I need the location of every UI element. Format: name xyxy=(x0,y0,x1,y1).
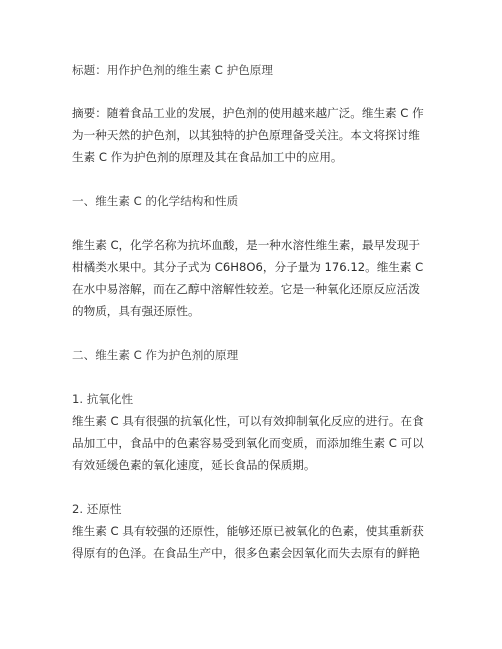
document-title: 标题：用作护色剂的维生素 C 护色原理 xyxy=(72,63,273,77)
paragraph-line: 维生素 C 具有较强的还原性，能够还原已被氧化的色素，使其重新获 xyxy=(72,524,424,538)
abstract-line: 为一种天然的护色剂，以其独特的护色原理备受关注。本文将探讨维 xyxy=(72,128,420,142)
paragraph-line: 有效延缓色素的氧化速度，延长食品的保质期。 xyxy=(72,458,316,472)
section-heading: 二、维生素 C 作为护色剂的原理 xyxy=(72,348,239,362)
paragraph-line: 的物质，具有强还原性。 xyxy=(72,304,200,318)
paragraph-line: 柑橘类水果中。其分子式为 C6H8O6，分子量为 176.12。维生素 C xyxy=(72,260,424,274)
paragraph-line: 维生素 C 具有很强的抗氧化性，可以有效抑制氧化反应的进行。在食 xyxy=(72,414,424,428)
section-heading: 一、维生素 C 的化学结构和性质 xyxy=(72,194,239,208)
abstract-line: 生素 C 作为护色剂的原理及其在食品加工中的应用。 xyxy=(72,150,343,164)
subsection-heading: 2. 还原性 xyxy=(72,502,122,516)
paragraph-line: 得原有的色泽。在食品生产中，很多色素会因氧化而失去原有的鲜艳 xyxy=(72,546,420,560)
abstract-line: 摘要：随着食品工业的发展，护色剂的使用越来越广泛。维生素 C 作 xyxy=(72,106,424,120)
paragraph-line: 在水中易溶解，而在乙醇中溶解性较差。它是一种氧化还原反应活泼 xyxy=(72,282,420,296)
paragraph-line: 品加工中，食品中的色素容易受到氧化而变质，而添加维生素 C 可以 xyxy=(72,436,424,450)
paragraph-line: 维生素 C，化学名称为抗坏血酸，是一种水溶性维生素，最早发现于 xyxy=(72,238,421,252)
subsection-heading: 1. 抗氧化性 xyxy=(72,392,134,406)
